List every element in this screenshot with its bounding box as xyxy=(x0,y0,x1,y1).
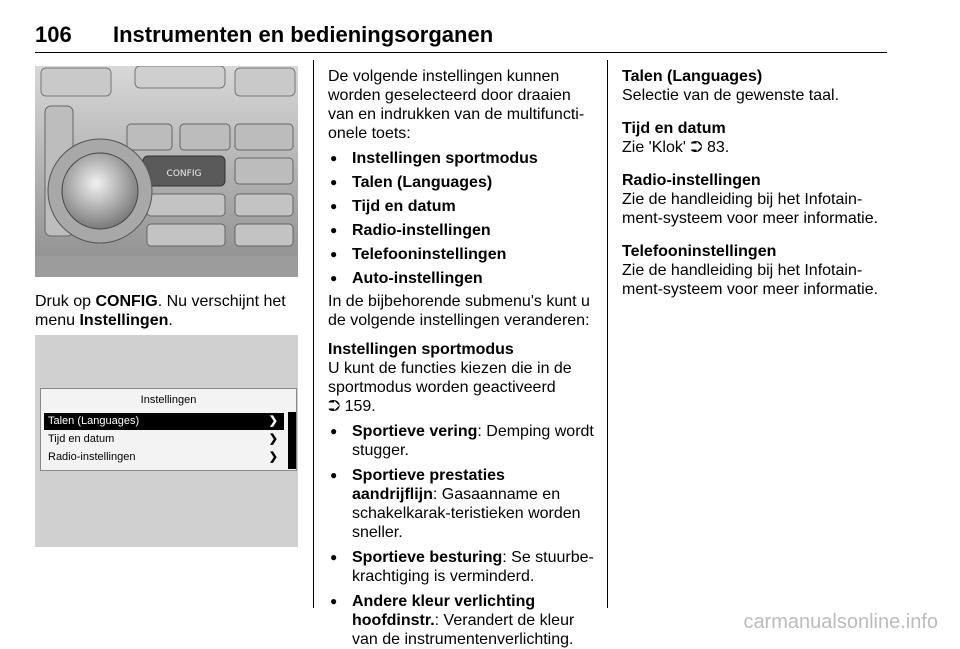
caption-text-2: . Nu verschijnt het menu xyxy=(35,293,286,329)
sport-list-item xyxy=(328,422,594,460)
sport-item-text: : Demping wordt stugger. xyxy=(352,423,594,459)
right-column xyxy=(622,67,886,299)
chevron-right-icon: ❯ xyxy=(268,451,278,463)
section-heading: Telefooninstellingen xyxy=(622,243,777,260)
caption-instellingen: Instellingen xyxy=(79,312,169,329)
section-heading: Talen (Languages) xyxy=(622,68,763,85)
section-text: Zie de handleiding bij het Infotain-ment-systeem voor meer informatie. xyxy=(622,191,879,227)
page-number: 106 xyxy=(35,22,72,47)
sport-list-item xyxy=(328,592,594,649)
sport-list xyxy=(328,422,594,649)
section-heading: Tijd en datum xyxy=(622,120,726,137)
watermark: carmanualsonline.info xyxy=(743,611,938,633)
column-divider-1 xyxy=(313,60,314,608)
settings-list-item: ● Tijd en datum xyxy=(328,197,594,216)
settings-list-item: ● Radio-instellingen xyxy=(328,221,594,240)
section-text: Zie 'Klok' ⮊ 83. xyxy=(622,139,730,156)
menu-item-label: Tijd en datum xyxy=(48,433,115,445)
sport-list-item xyxy=(328,466,594,542)
caption-end: . xyxy=(168,312,173,329)
page-header xyxy=(35,22,493,48)
section-text: Selectie van de gewenste taal. xyxy=(622,87,840,104)
section-phone xyxy=(622,242,886,299)
menu-item-label: Radio-instellingen xyxy=(48,451,136,463)
sport-item-title: Andere kleur verlichting hoofdinstr. xyxy=(352,593,536,629)
menu-item-radio[interactable] xyxy=(44,449,284,466)
section-heading: Radio-instellingen xyxy=(622,172,761,189)
menu-item-languages[interactable] xyxy=(44,413,284,430)
settings-list-item: ● Talen (Languages) xyxy=(328,173,594,192)
column-divider-2 xyxy=(607,60,608,608)
submenu-text: In de bijbehorende submenu's kunt u de volgende instellingen veranderen: xyxy=(328,293,590,329)
section-time-date xyxy=(622,119,886,157)
console-photo xyxy=(35,66,298,277)
settings-list-item: ● Auto-instellingen xyxy=(328,269,594,288)
config-button-label: CONFIG xyxy=(166,169,202,179)
sport-item-title: Sportieve besturing xyxy=(352,549,503,566)
caption-config: CONFIG xyxy=(95,293,158,310)
menu-screen-image xyxy=(35,335,298,547)
settings-list xyxy=(328,149,594,288)
menu-item-time-date[interactable] xyxy=(44,431,284,448)
sport-text: U kunt de functies kiezen die in de sportmodus worden geactiveerd xyxy=(328,360,572,396)
settings-list-item: ● Telefooninstellingen xyxy=(328,245,594,264)
section-radio xyxy=(622,171,886,228)
sport-item-title: Sportieve prestaties aandrijflijn xyxy=(352,467,505,503)
sport-ref: ⮊ 159. xyxy=(328,398,376,415)
caption-text: Druk op xyxy=(35,293,96,310)
photo-caption xyxy=(35,292,300,330)
sport-list-item xyxy=(328,548,594,586)
sport-item-title: Sportieve vering xyxy=(352,423,478,440)
menu-title: Instellingen xyxy=(140,394,197,406)
settings-menu xyxy=(40,388,297,471)
chevron-right-icon: ❯ xyxy=(268,433,278,445)
sport-item-text: : Verandert de kleur van de instrumentenverlichting. xyxy=(352,612,575,648)
middle-column xyxy=(328,67,594,649)
section-languages xyxy=(622,67,886,105)
sport-heading: Instellingen sportmodus xyxy=(328,341,514,358)
intro-text: De volgende instellingen kunnen worden geselecteerd door draaien van en indrukken van de multifuncti-onele toets: xyxy=(328,68,585,142)
page-title: Instrumenten en bedieningsorganen xyxy=(113,22,494,47)
menu-scrollbar[interactable] xyxy=(288,412,296,469)
menu-item-label: Talen (Languages) xyxy=(48,415,140,427)
section-text: Zie de handleiding bij het Infotain-ment-systeem voor meer informatie. xyxy=(622,262,879,298)
sport-item-text: : Gasaanname en schakelkarak-teristieken worden sneller. xyxy=(352,486,581,541)
sport-item-text: : Se stuurbe-krachtiging is verminderd. xyxy=(352,549,594,585)
settings-list-item: ● Instellingen sportmodus xyxy=(328,149,594,168)
chevron-right-icon: ❯ xyxy=(268,415,278,427)
header-rule xyxy=(35,52,887,53)
